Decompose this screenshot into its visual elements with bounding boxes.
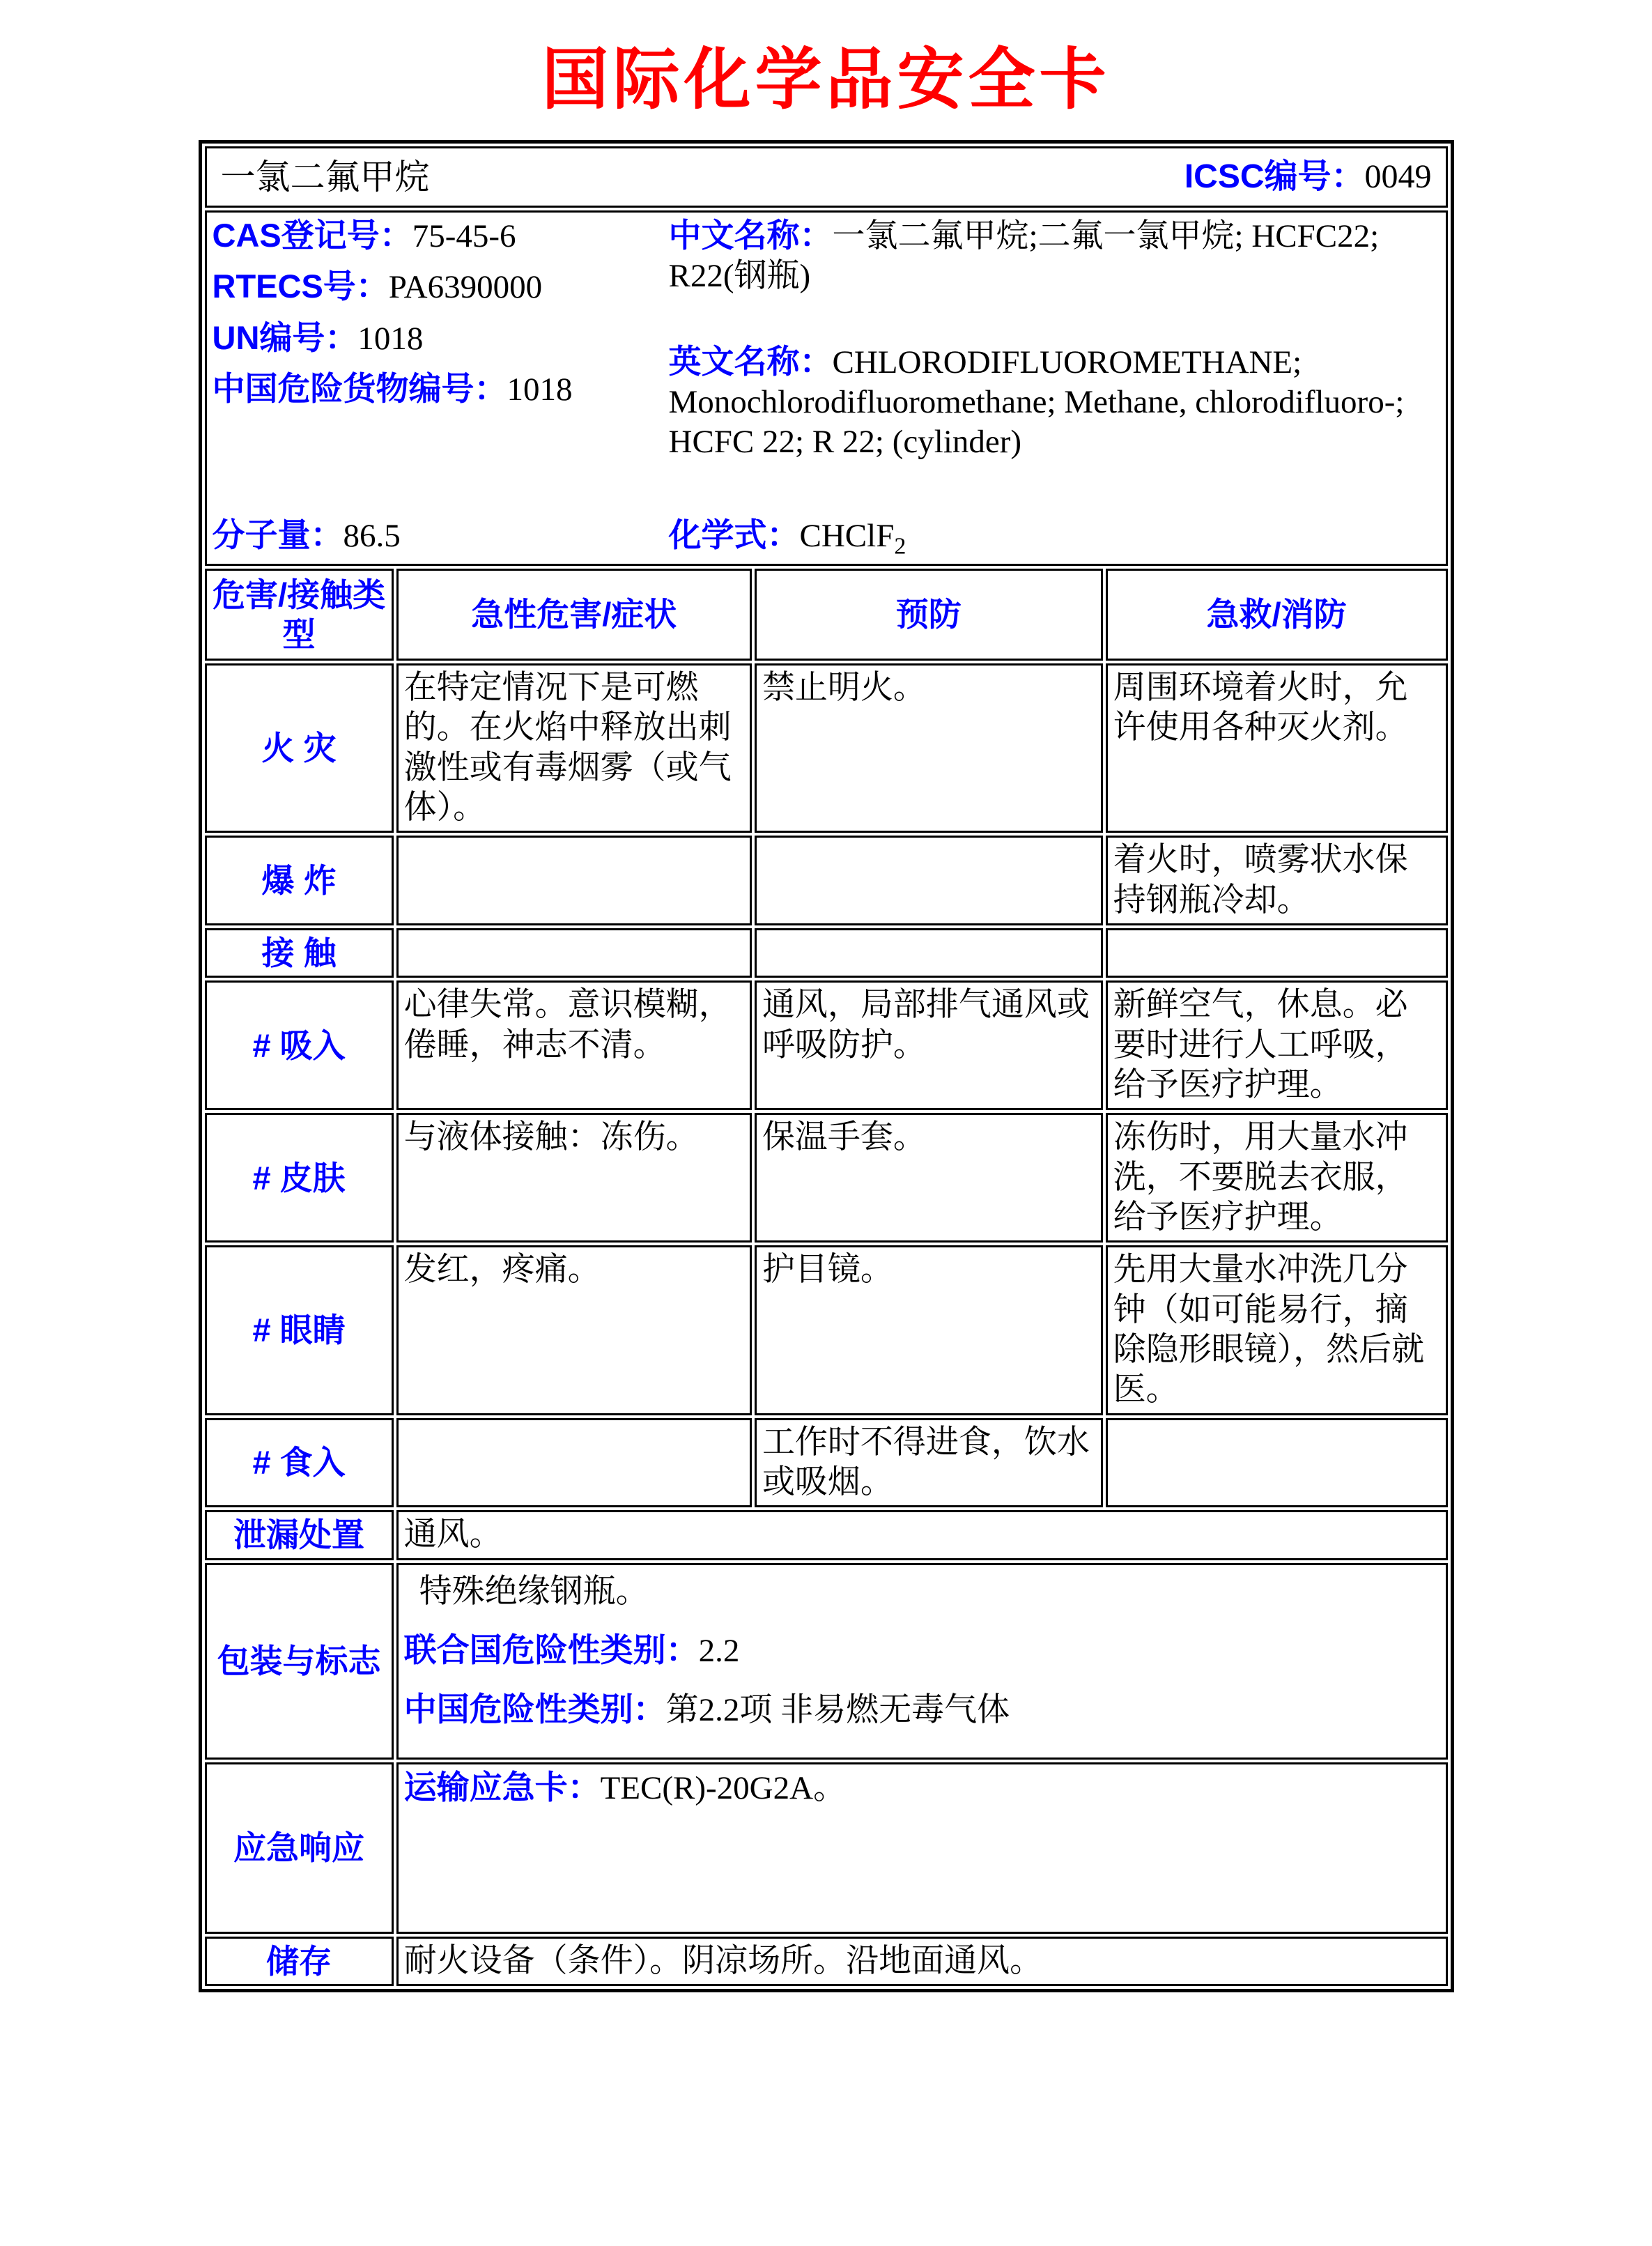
row-label-packaging: 包装与标志 — [205, 1563, 394, 1760]
eyes-first-aid: 先用大量水冲洗几分钟（如可能易行，摘除隐形眼镜），然后就医。 — [1106, 1245, 1448, 1415]
row-label-ingestion: # 食入 — [205, 1418, 394, 1508]
safety-card — [199, 140, 1454, 1992]
hazard-row-inhalation — [205, 980, 1448, 1110]
explosion-first-aid: 着火时，喷雾状水保持钢瓶冷却。 — [1106, 836, 1448, 925]
chemical-formula — [669, 515, 906, 561]
cn-dg-value: 1018 — [507, 371, 573, 408]
safety-card-table — [199, 140, 1454, 1992]
un-hazard-class-value: 2.2 — [698, 1632, 740, 1669]
chemical-formula-subscript: 2 — [894, 533, 906, 560]
storage-content: 耐火设备（条件）。阴凉场所。沿地面通风。 — [396, 1937, 1448, 1986]
section-row-packaging — [205, 1563, 1448, 1760]
contact-prevention — [755, 928, 1103, 978]
cas-value: 75-45-6 — [412, 218, 516, 254]
hazard-row-fire — [205, 663, 1448, 833]
row-label-eyes: # 眼睛 — [205, 1245, 394, 1415]
cn-hazard-class-value: 第2.2项 非易燃无毒气体 — [665, 1692, 1010, 1729]
row-label-storage: 储存 — [205, 1937, 394, 1986]
ingestion-prevention: 工作时不得进食，饮水或吸烟。 — [755, 1418, 1103, 1508]
un-value: 1018 — [357, 320, 424, 357]
identity-row — [205, 210, 1448, 566]
col-header-first-aid: 急救/消防 — [1106, 569, 1448, 661]
skin-symptoms: 与液体接触：冻伤。 — [396, 1113, 752, 1243]
spill-content: 通风。 — [396, 1510, 1448, 1560]
english-name-line — [669, 341, 1440, 463]
contact-symptoms — [396, 928, 752, 978]
row-label-contact: 接 触 — [205, 928, 394, 978]
inhalation-symptoms: 心律失常。意识模糊，倦睡，神志不清。 — [396, 980, 752, 1110]
card-header-row — [205, 146, 1448, 208]
icsc-number: 0049 — [1364, 157, 1432, 195]
packaging-cylinder-note: 特殊绝缘钢瓶。 — [419, 1573, 649, 1610]
hazard-row-skin — [205, 1113, 1448, 1243]
fire-symptoms: 在特定情况下是可燃的。在火焰中释放出刺激性或有毒烟雾（或气体）。 — [396, 663, 752, 833]
un-number-line — [213, 318, 669, 359]
fire-prevention: 禁止明火。 — [755, 663, 1103, 833]
cn-dangerous-goods-line — [213, 369, 669, 410]
cas-number-line — [213, 215, 669, 256]
eyes-prevention: 护目镜。 — [755, 1245, 1103, 1415]
un-hazard-class-label: 联合国危险性类别： — [403, 1631, 699, 1668]
section-row-spill — [205, 1510, 1448, 1560]
skin-prevention: 保温手套。 — [755, 1113, 1103, 1243]
fire-first-aid: 周围环境着火时，允许使用各种灭火剂。 — [1106, 663, 1448, 833]
name-list — [669, 215, 1440, 463]
ingestion-first-aid — [1106, 1418, 1448, 1508]
emergency-content — [396, 1762, 1448, 1934]
transport-card-label: 运输应急卡： — [403, 1768, 601, 1806]
transport-card-value: TEC(R)-20G2A。 — [600, 1769, 847, 1806]
icsc-label: ICSC编号： — [1184, 157, 1365, 195]
packaging-content — [396, 1563, 1448, 1760]
col-header-prevention: 预防 — [755, 569, 1103, 661]
icsc-number-field — [1184, 157, 1432, 198]
english-name-value: CHLORODIFLUOROMETHANE; Monochlorodifluoromethane; Methane, chlorodifluoro-; HCFC 22; R 22; (cylinder) — [668, 344, 1405, 461]
row-label-fire: 火 灾 — [205, 663, 394, 833]
rtecs-value: PA6390000 — [388, 269, 543, 306]
chemical-formula-label: 化学式： — [668, 516, 800, 554]
hazard-row-ingestion — [205, 1418, 1448, 1508]
ingestion-symptoms — [396, 1418, 752, 1508]
molecular-weight-label: 分子量： — [212, 516, 343, 554]
un-label: UN编号： — [212, 318, 358, 356]
chinese-name-label: 中文名称： — [668, 217, 833, 254]
inhalation-first-aid: 新鲜空气，休息。必要时进行人工呼吸，给予医疗护理。 — [1106, 980, 1448, 1110]
chinese-name-value: 一氯二氟甲烷;二氟一氯甲烷; HCFC22; R22(钢瓶) — [668, 218, 1380, 295]
molecular-line — [213, 515, 1440, 561]
transport-emergency-card-line — [404, 1767, 1440, 1808]
section-row-emergency — [205, 1762, 1448, 1934]
col-header-symptoms: 急性危害/症状 — [396, 569, 752, 661]
cn-hazard-class-label: 中国危险性类别： — [403, 1691, 666, 1728]
english-name-label: 英文名称： — [668, 342, 833, 380]
skin-first-aid: 冻伤时，用大量水冲洗，不要脱去衣服，给予医疗护理。 — [1106, 1113, 1448, 1243]
inhalation-prevention: 通风，局部排气通风或呼吸防护。 — [755, 980, 1103, 1110]
row-label-skin: # 皮肤 — [205, 1113, 394, 1243]
hazard-row-eyes — [205, 1245, 1448, 1415]
hazard-header-row — [205, 569, 1448, 661]
rtecs-label: RTECS号： — [212, 268, 389, 305]
molecular-weight — [213, 515, 669, 561]
chemical-formula-base: CHClF — [799, 518, 895, 555]
cas-label: CAS登记号： — [212, 217, 412, 254]
col-header-hazard-type: 危害/接触类型 — [205, 569, 394, 661]
eyes-symptoms: 发红，疼痛。 — [396, 1245, 752, 1415]
explosion-symptoms — [396, 836, 752, 925]
row-label-explosion: 爆 炸 — [205, 836, 394, 925]
identifier-list — [213, 215, 669, 463]
rtecs-number-line — [213, 266, 669, 307]
chemical-name: 一氯二氟甲烷 — [220, 157, 430, 197]
row-label-inhalation: # 吸入 — [205, 980, 394, 1110]
page-title: 国际化学品安全卡 — [541, 43, 1111, 117]
chinese-name-line — [669, 215, 1440, 297]
explosion-prevention — [755, 836, 1103, 925]
cn-hazard-class-line — [404, 1689, 1440, 1730]
molecular-weight-value: 86.5 — [343, 518, 401, 555]
cn-dg-label: 中国危险货物编号： — [212, 369, 507, 407]
contact-first-aid — [1106, 928, 1448, 978]
hazard-row-contact — [205, 928, 1448, 978]
un-hazard-class-line — [404, 1630, 1440, 1671]
hazard-row-explosion — [205, 836, 1448, 925]
section-row-storage — [205, 1937, 1448, 1986]
row-label-spill: 泄漏处置 — [205, 1510, 394, 1560]
row-label-emergency: 应急响应 — [205, 1762, 394, 1934]
